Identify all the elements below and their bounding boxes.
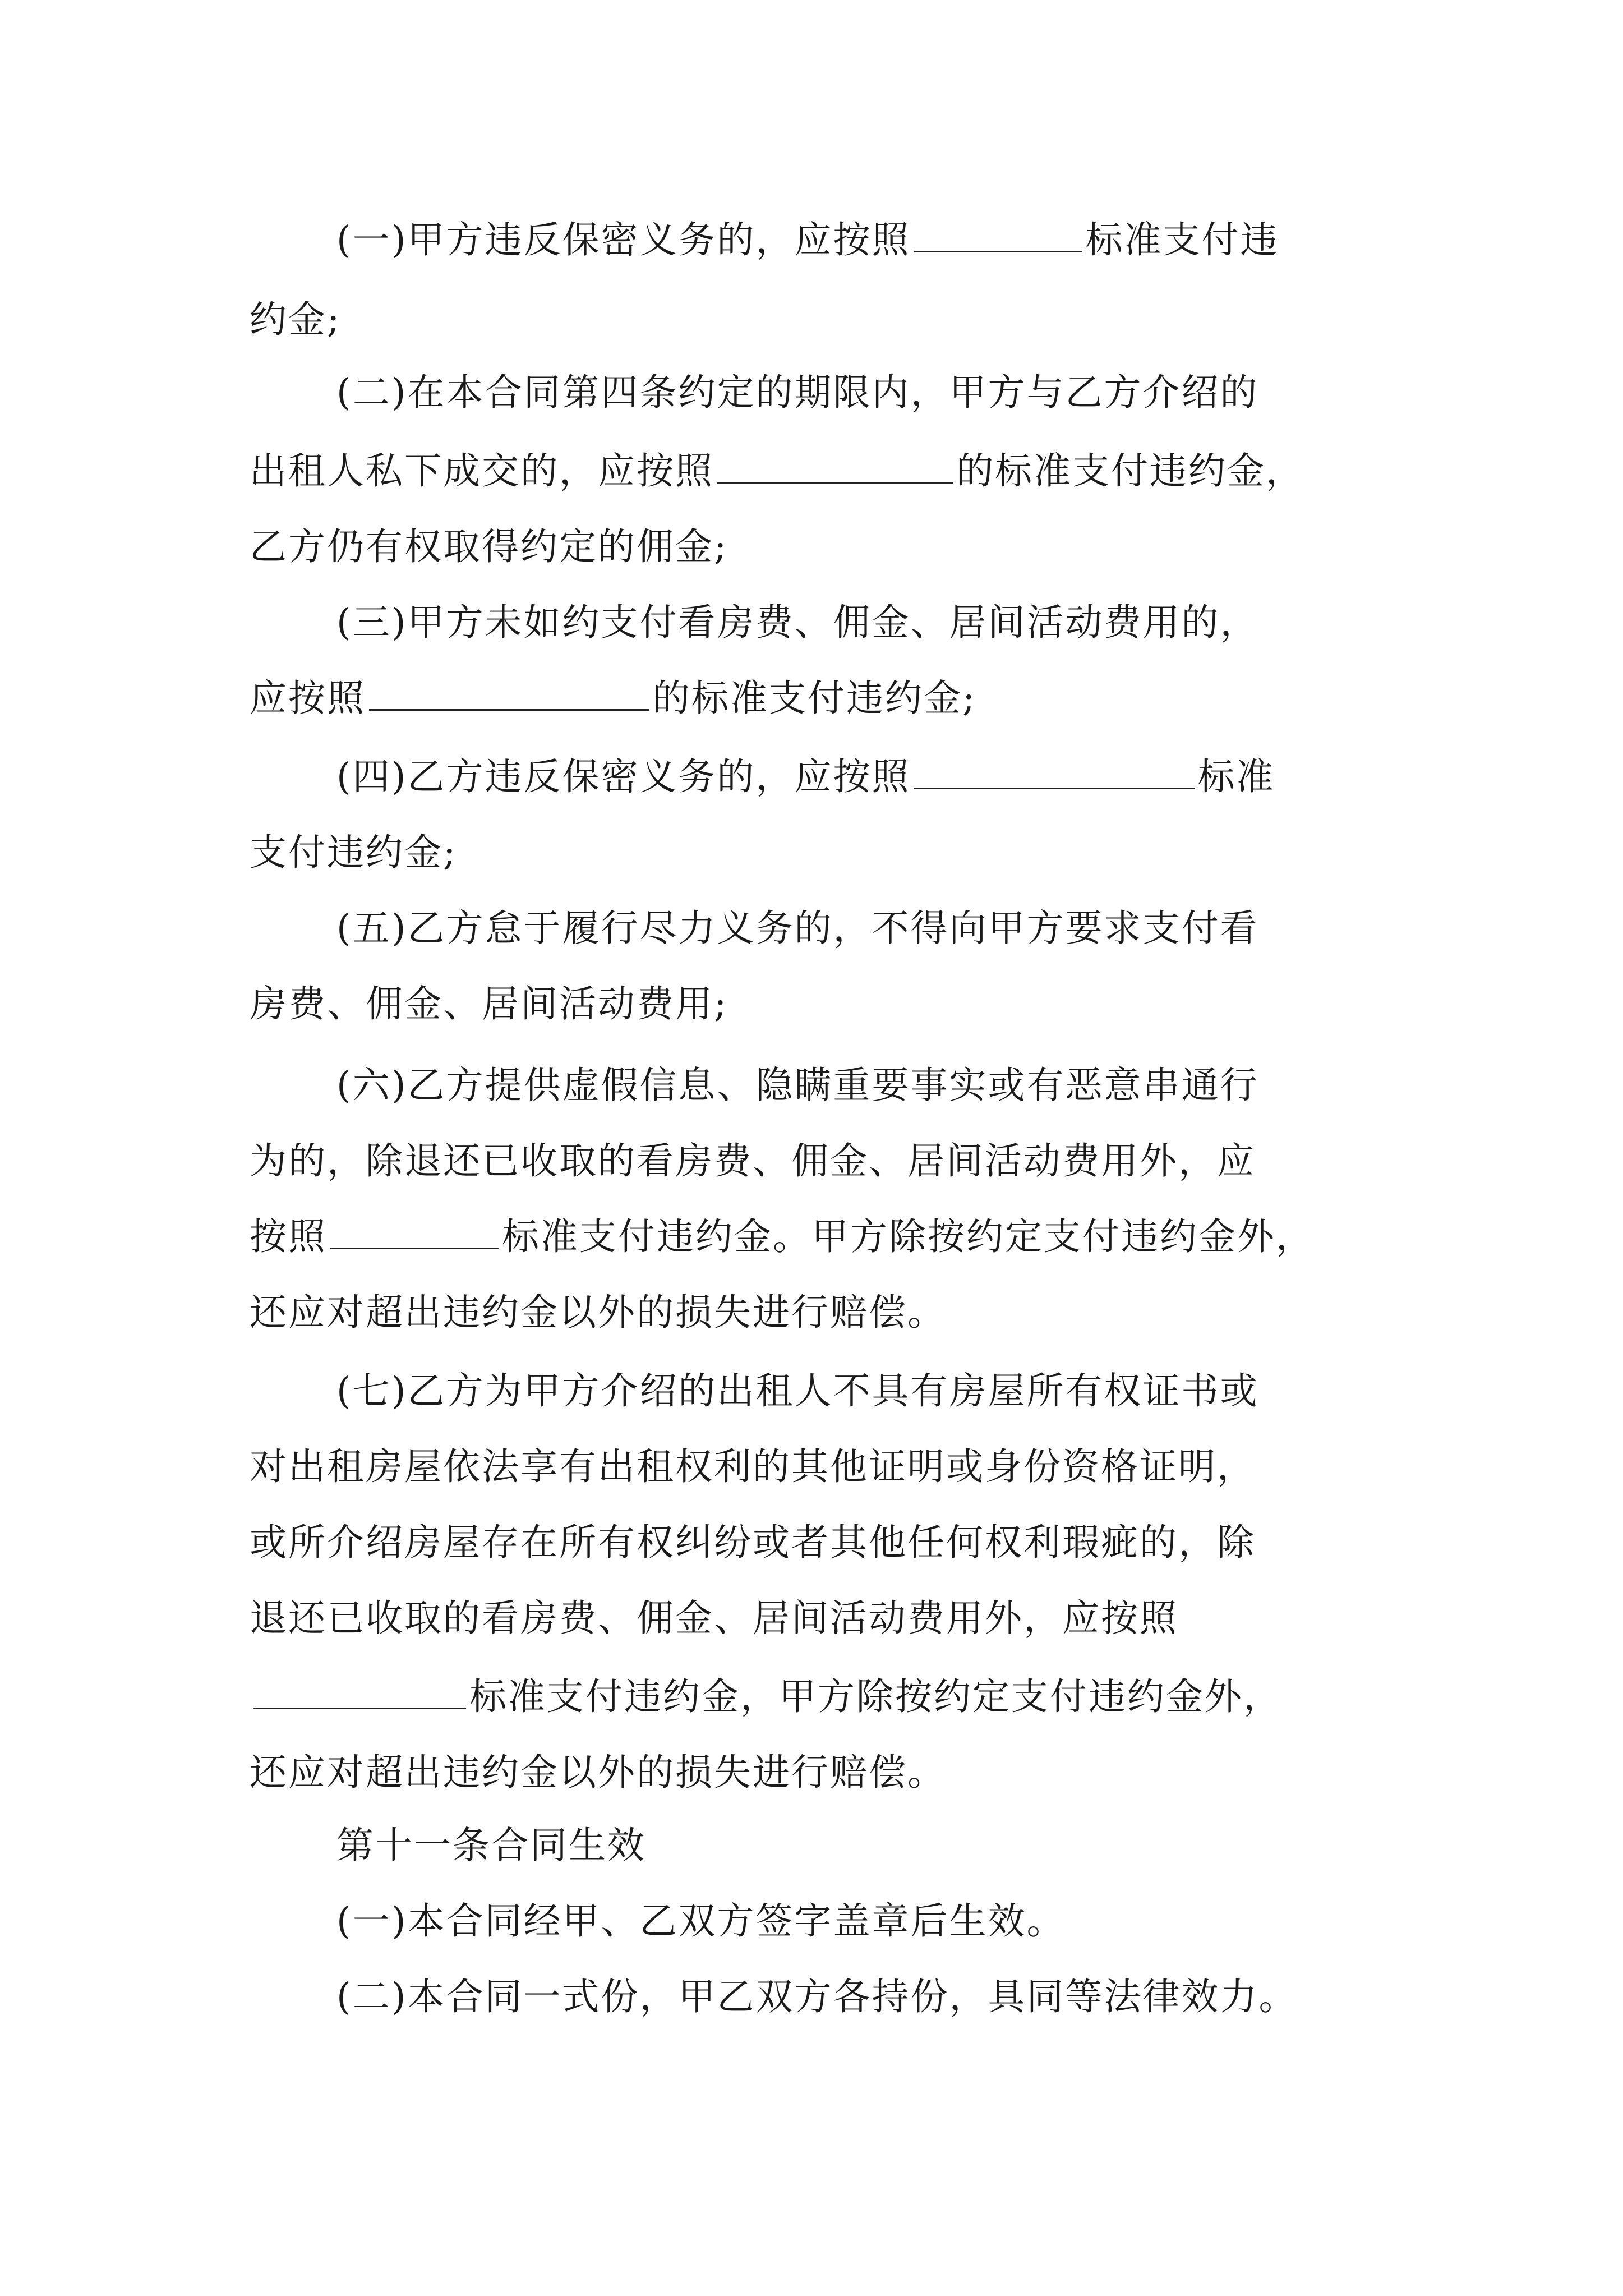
line-text: (三)甲方未如约支付看房费、佣金、居间活动费用的， bbox=[336, 601, 1259, 644]
text-line bbox=[250, 1674, 1282, 1719]
text-line bbox=[336, 1975, 1298, 2019]
line-text: 标准 bbox=[1197, 755, 1275, 798]
text-line bbox=[250, 1214, 1315, 1259]
fill-in-blank bbox=[914, 219, 1082, 252]
text-line bbox=[250, 1290, 946, 1335]
line-text: (一)本合同经甲、乙双方签字盖章后生效。 bbox=[336, 1899, 1066, 1943]
text-line bbox=[250, 1750, 946, 1795]
text-line bbox=[336, 218, 1279, 263]
text-line bbox=[336, 906, 1259, 951]
text-line bbox=[250, 1444, 1256, 1489]
text-line bbox=[336, 754, 1275, 799]
line-text: 标准支付违约金，甲方除按约定支付违约金外， bbox=[469, 1675, 1282, 1718]
text-line bbox=[250, 524, 728, 569]
line-text: 退还已收取的看房费、佣金、居间活动费用外，应按照 bbox=[250, 1596, 1178, 1640]
line-text: 乙方仍有权取得约定的佣金; bbox=[250, 525, 728, 568]
fill-in-blank bbox=[253, 1676, 466, 1709]
text-line bbox=[336, 600, 1259, 645]
line-text: 或所介绍房屋存在所有权纠纷或者其他任何权利瑕疵的，除 bbox=[250, 1521, 1256, 1564]
fill-in-blank bbox=[914, 756, 1195, 789]
line-text: 标准支付违约金。甲方除按约定支付违约金外， bbox=[502, 1215, 1315, 1258]
line-text: (四)乙方违反保密义务的，应按照 bbox=[336, 755, 911, 798]
line-text: 支付违约金; bbox=[250, 831, 458, 874]
text-line bbox=[336, 1899, 1066, 1944]
fill-in-blank bbox=[330, 1216, 499, 1249]
text-line bbox=[250, 676, 976, 721]
line-text: 对出租房屋依法享有出租权利的其他证明或身份资格证明， bbox=[250, 1445, 1256, 1488]
text-line bbox=[336, 1369, 1259, 1414]
text-line bbox=[336, 1823, 646, 1868]
text-line bbox=[250, 1139, 1256, 1184]
line-text: 出租人私下成交的，应按照 bbox=[250, 449, 714, 493]
text-line bbox=[250, 982, 728, 1027]
line-text: 还应对超出违约金以外的损失进行赔偿。 bbox=[250, 1291, 946, 1334]
line-text: 的标准支付违约金， bbox=[956, 449, 1304, 493]
line-text: 房费、佣金、居间活动费用; bbox=[250, 982, 728, 1025]
line-text: 为的，除退还已收取的看房费、佣金、居间活动费用外，应 bbox=[250, 1139, 1256, 1182]
text-line bbox=[336, 1063, 1259, 1108]
fill-in-blank bbox=[369, 678, 649, 711]
line-text: (六)乙方提供虚假信息、隐瞒重要事实或有恶意串通行 bbox=[336, 1064, 1259, 1107]
line-text: 第十一条合同生效 bbox=[336, 1824, 646, 1867]
line-text: (五)乙方怠于履行尽力义务的，不得向甲方要求支付看 bbox=[336, 907, 1259, 950]
line-text: (一)甲方违反保密义务的，应按照 bbox=[336, 218, 911, 261]
line-text: (二)本合同一式份，甲乙双方各持份，具同等法律效力。 bbox=[336, 1975, 1298, 2018]
text-line bbox=[336, 370, 1259, 415]
text-line bbox=[250, 449, 1304, 494]
line-text: 应按照 bbox=[250, 677, 366, 720]
text-line bbox=[250, 1520, 1256, 1565]
line-text: (二)在本合同第四条约定的期限内，甲方与乙方介绍的 bbox=[336, 371, 1259, 414]
text-line bbox=[250, 1596, 1178, 1641]
text-line bbox=[250, 830, 457, 875]
line-text: 的标准支付违约金; bbox=[653, 677, 977, 720]
line-text: 按照 bbox=[250, 1215, 327, 1258]
line-text: 还应对超出违约金以外的损失进行赔偿。 bbox=[250, 1751, 946, 1794]
fill-in-blank bbox=[717, 450, 953, 484]
line-text: 标准支付违 bbox=[1085, 218, 1279, 261]
line-text: 约金; bbox=[250, 298, 342, 341]
line-text: (七)乙方为甲方介绍的出租人不具有房屋所有权证书或 bbox=[336, 1369, 1259, 1412]
text-line bbox=[250, 297, 341, 342]
